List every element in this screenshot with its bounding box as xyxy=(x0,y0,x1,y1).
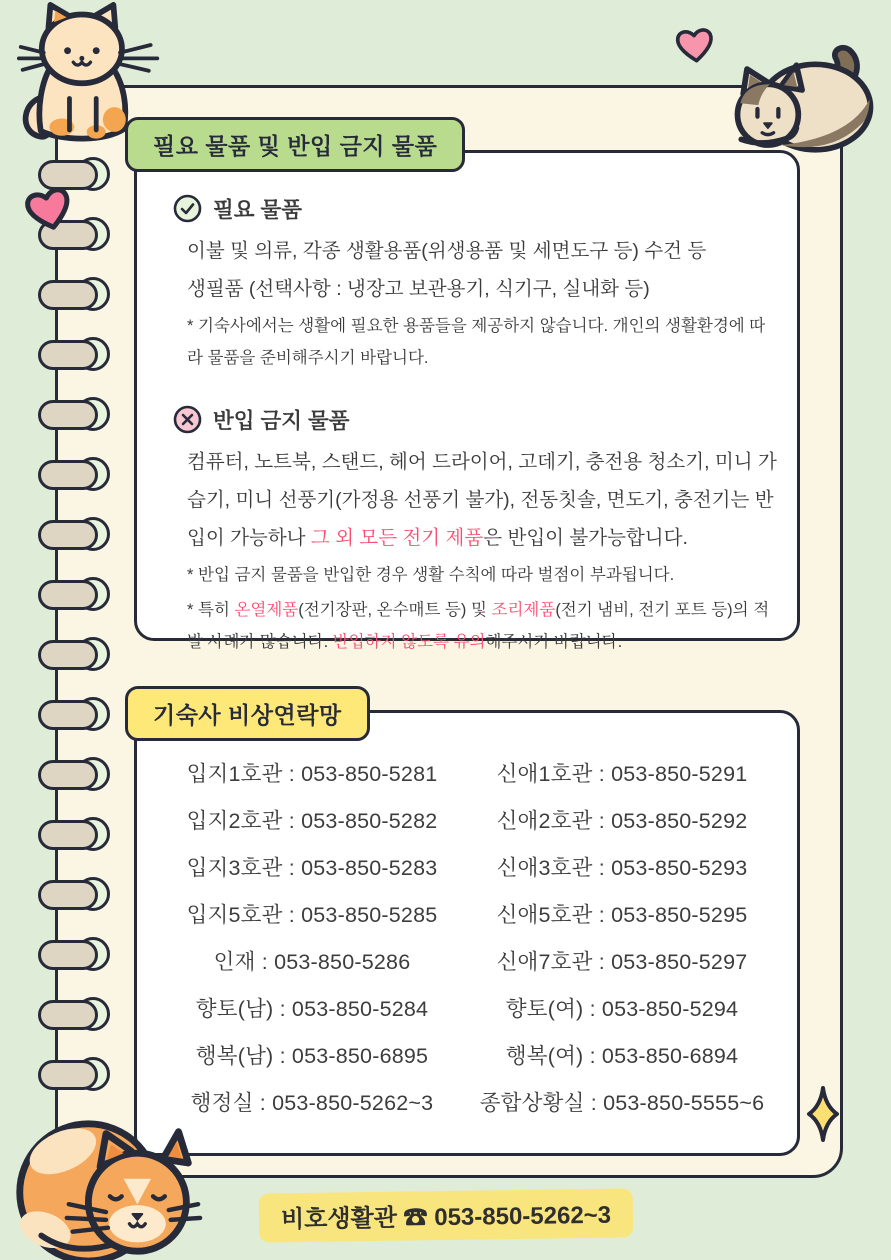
prohibited-items-note: * 반입 금지 물품을 반입한 경우 생활 수칙에 따라 벌점이 부과됩니다. xyxy=(187,566,675,585)
binder-ring xyxy=(38,400,104,430)
contact-column-left xyxy=(157,757,467,1117)
binder-ring xyxy=(38,580,104,610)
contact-entry: 행복(여) : 053-850-6894 xyxy=(505,1044,739,1068)
contact-entry: 입지5호관 : 053-850-5285 xyxy=(186,903,438,927)
footer-contact: 비호생활관 ☎ 053-850-5262~3 xyxy=(258,1188,633,1242)
binder-ring xyxy=(38,760,104,790)
binder-ring xyxy=(38,340,104,370)
contact-entry: 향토(여) : 053-850-5294 xyxy=(505,997,739,1021)
contact-entry: 신애2호관 : 053-850-5292 xyxy=(496,809,748,833)
required-items-note: * 기숙사에서는 생활에 필요한 용품들을 제공하지 않습니다. 개인의 생활환경에 따라 물품을 준비해주시기 바랍니다. xyxy=(187,317,766,368)
binder-ring xyxy=(38,700,104,730)
required-items-block xyxy=(173,193,779,374)
heart-icon xyxy=(674,26,716,64)
required-items-line: 이불 및 의류, 각종 생활용품(위생용품 및 세면도구 등) 수건 등 xyxy=(187,240,707,262)
binder-ring xyxy=(38,940,104,970)
binder-ring xyxy=(38,280,104,310)
prohibited-items-note: * 특히 온열제품(전기장판, 온수매트 등) 및 조리제품(전기 냄비, 전기 포트 등)의 적발 사례가 많습니다. 반입하지 않도록 유의해주시기 바랍니다. xyxy=(187,600,770,651)
sparkle-icon xyxy=(806,1086,840,1142)
binder-ring xyxy=(38,520,104,550)
required-items-line: 생필품 (선택사항 : 냉장고 보관용기, 식기구, 실내화 등) xyxy=(187,278,650,301)
cat-sitting-illustration xyxy=(16,2,164,152)
binder-ring xyxy=(38,460,104,490)
contact-entry: 행복(남) : 053-850-6895 xyxy=(195,1044,429,1068)
contact-entry: 종합상황실 : 053-850-5555~6 xyxy=(479,1091,765,1115)
items-section-box xyxy=(134,150,800,651)
contact-column-right xyxy=(467,757,777,1117)
contact-entry: 신애3호관 : 053-850-5293 xyxy=(496,856,748,880)
prohibited-items-title: 반입 금지 물품 xyxy=(213,409,350,434)
binder-ring xyxy=(38,640,104,670)
cat-lying-illustration xyxy=(728,44,880,154)
binder-ring xyxy=(38,1060,104,1090)
x-circle-icon xyxy=(173,405,202,434)
section-title-items: 필요 물품 및 반입 금지 물품 xyxy=(125,117,465,172)
contact-entry: 입지2호관 : 053-850-5282 xyxy=(186,809,438,833)
contact-entry: 신애5호관 : 053-850-5295 xyxy=(496,903,748,927)
contact-entry: 신애7호관 : 053-850-5297 xyxy=(496,950,748,974)
contacts-section-box xyxy=(134,710,800,1156)
contact-entry: 입지1호관 : 053-850-5281 xyxy=(186,762,438,786)
contacts-grid xyxy=(157,757,777,1117)
cat-curled-illustration xyxy=(8,1114,204,1260)
binder-ring xyxy=(38,880,104,910)
heart-icon xyxy=(24,186,74,232)
binder-ring xyxy=(38,1000,104,1030)
contact-entry: 행정실 : 053-850-5262~3 xyxy=(190,1091,434,1115)
contact-entry: 입지3호관 : 053-850-5283 xyxy=(186,856,438,880)
prohibited-items-block xyxy=(173,404,779,658)
binder-ring xyxy=(38,820,104,850)
section-title-contacts: 기숙사 비상연락망 xyxy=(125,686,370,741)
prohibited-items-body: 컴퓨터, 노트북, 스탠드, 헤어 드라이어, 고데기, 충전용 청소기, 미니 가습기, 미니 선풍기(가정용 선풍기 불가), 전동칫솔, 면도기, 충전기는 반입이 가능하나 그 외 모든 전기 제품은 반입이 불가능합니다. xyxy=(187,451,777,550)
contact-entry: 인재 : 053-850-5286 xyxy=(213,950,411,974)
contact-entry: 향토(남) : 053-850-5284 xyxy=(195,997,429,1021)
check-circle-icon xyxy=(173,194,202,223)
contact-entry: 신애1호관 : 053-850-5291 xyxy=(496,762,748,786)
required-items-title: 필요 물품 xyxy=(213,198,303,222)
